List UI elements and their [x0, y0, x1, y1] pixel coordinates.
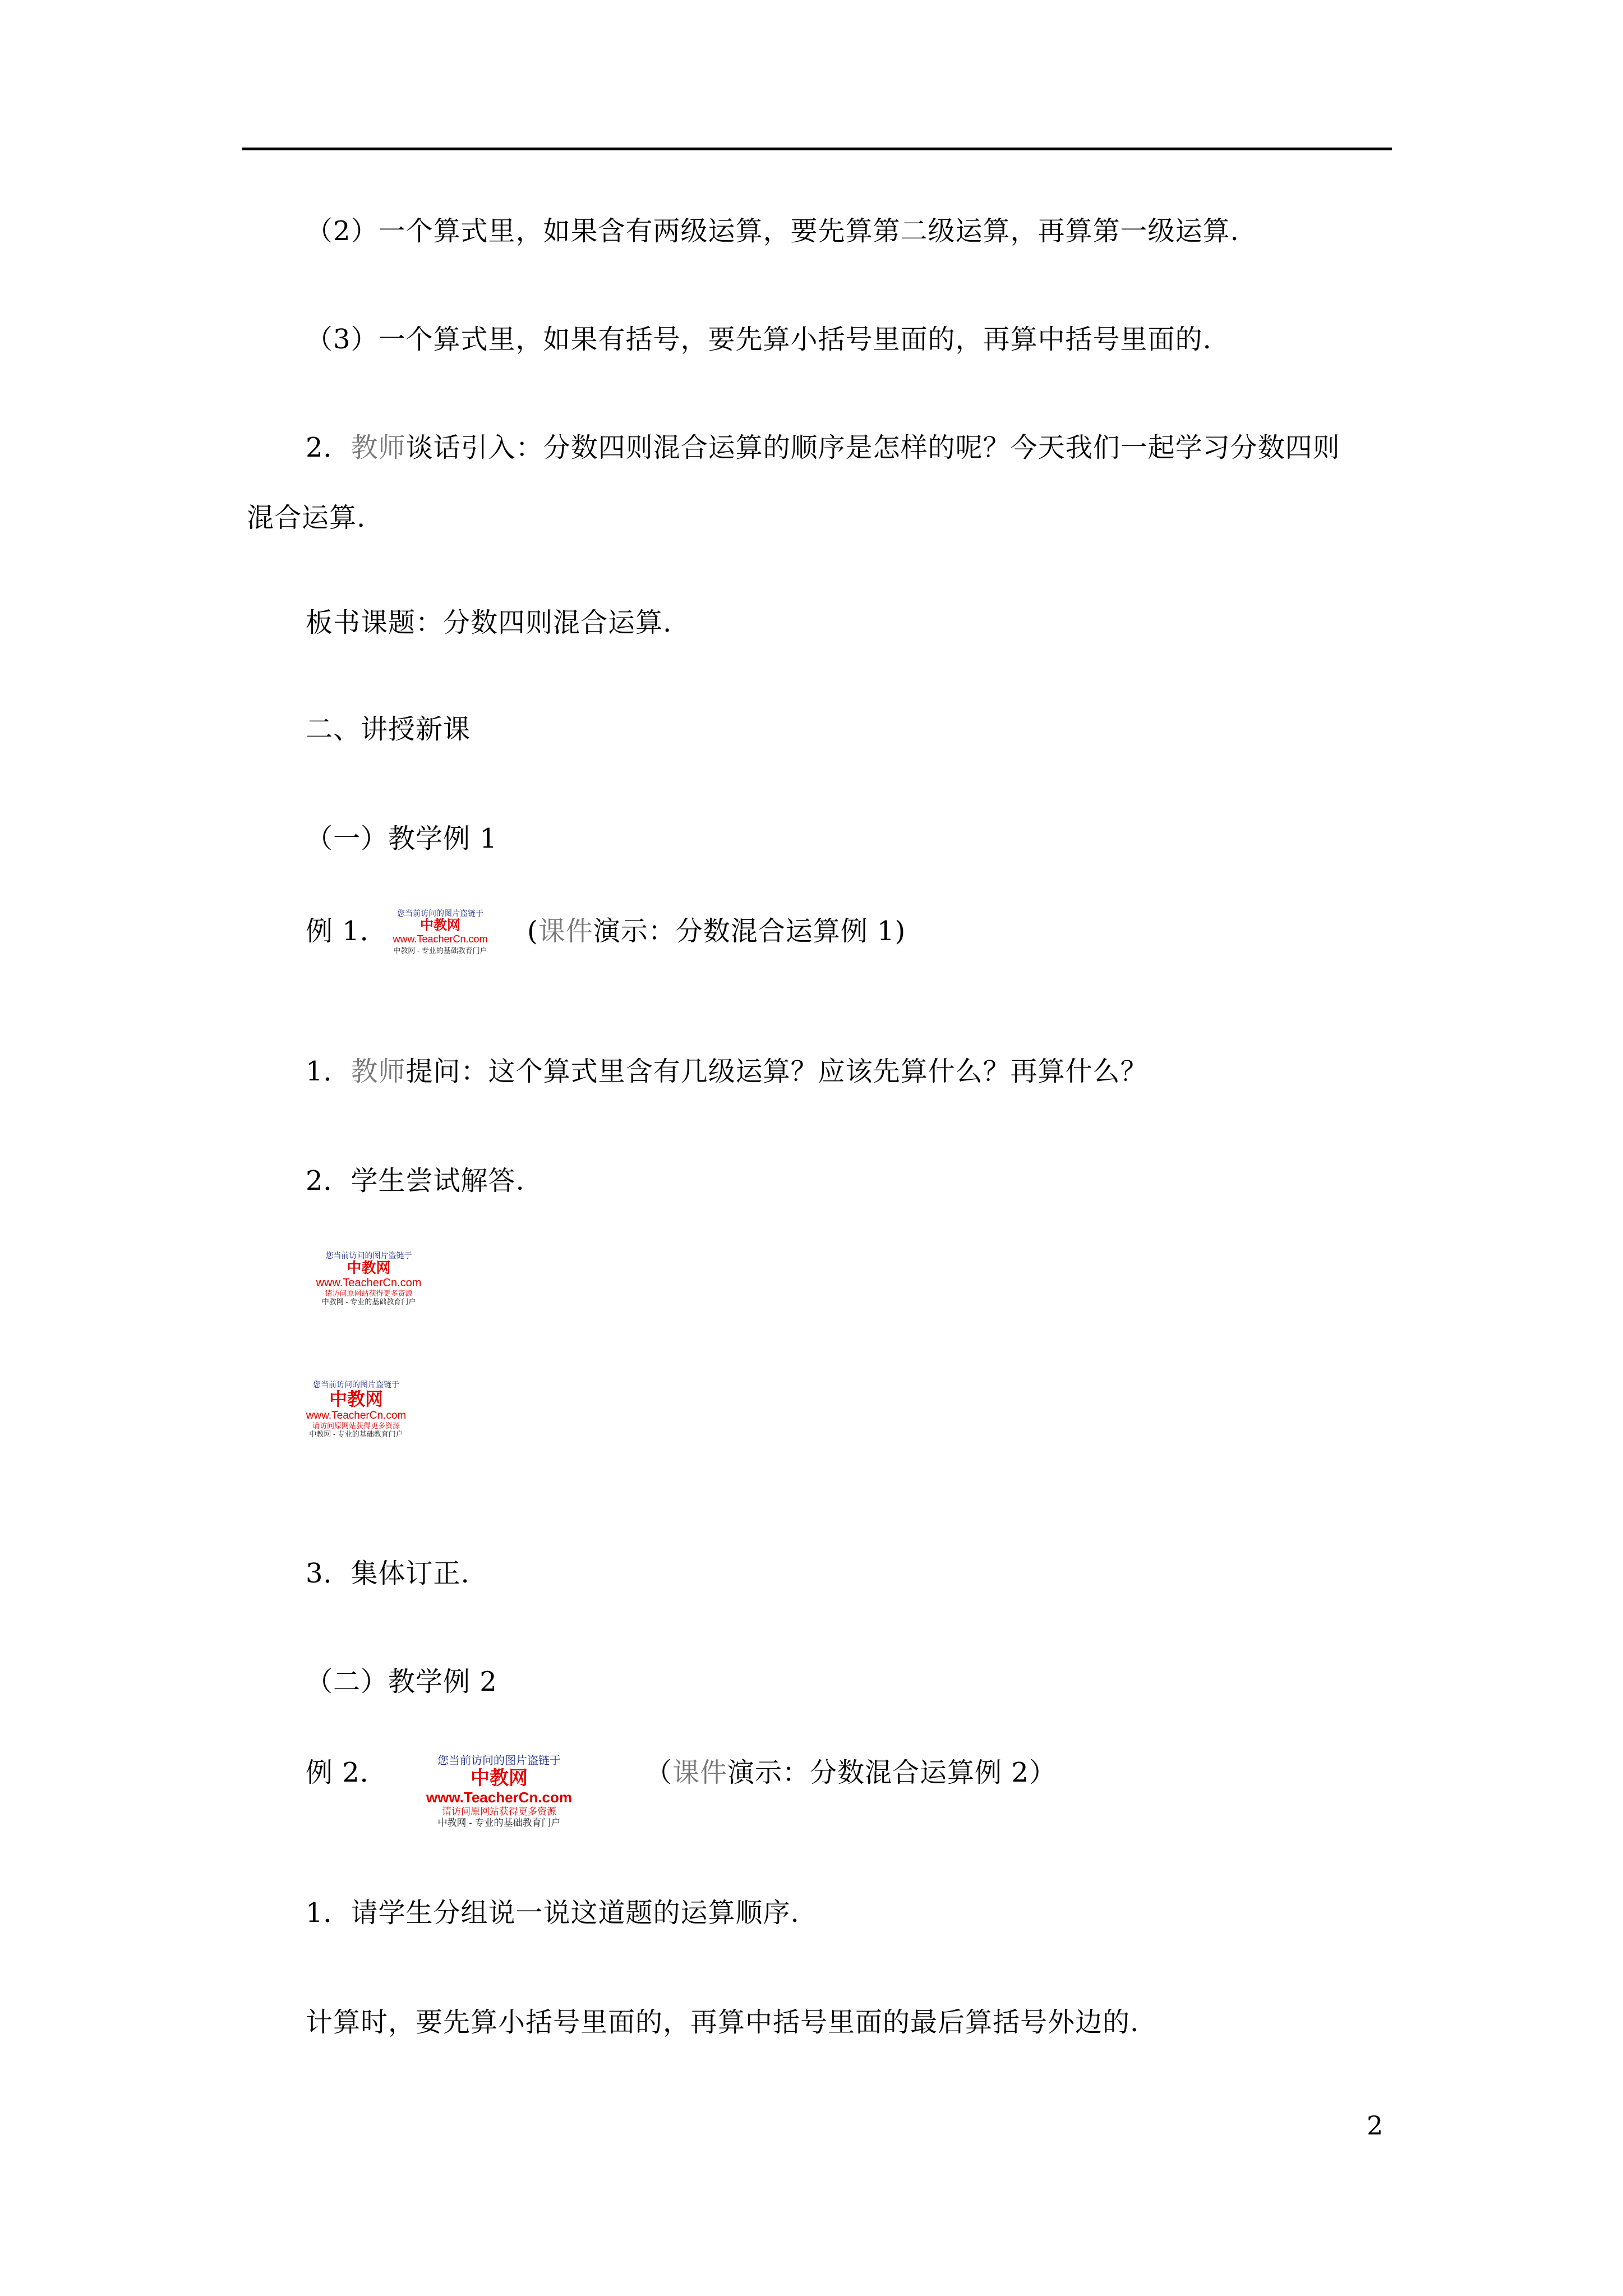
paragraph-rule-2: （2）一个算式里，如果含有两级运算，要先算第二级运算，再算第一级运算. — [306, 215, 1239, 247]
paragraph-teacher-question: 1．教师提问：这个算式里含有几级运算？应该先算什么？再算什么？ — [306, 1056, 1148, 1087]
subsection-example-2: （二）教学例 2 — [306, 1666, 497, 1697]
paragraph-group-discussion: 1．请学生分组说一说这道题的运算顺序. — [306, 1897, 800, 1929]
paragraph-rule-3: （3）一个算式里，如果有括号，要先算小括号里面的，再算中括号里面的. — [306, 324, 1212, 355]
subsection-example-1: （一）教学例 1 — [306, 823, 497, 854]
example-2-label: 例 2． — [306, 1757, 388, 1788]
paragraph-student-attempt: 2．学生尝试解答. — [306, 1165, 525, 1197]
watermark-image-2: 您当前访问的图片盗链于 中教网 www.TeacherCn.com 请访问原网站获得更多资源 中教网 - 专业的基础教育门户 — [316, 1251, 422, 1306]
example-1-note: (课件演示：分数混合运算例 1) — [527, 915, 906, 947]
paragraph-group-correction: 3．集体订正. — [306, 1558, 470, 1589]
page-number: 2 — [1367, 2110, 1384, 2141]
section-heading-new-lesson: 二、讲授新课 — [306, 714, 471, 745]
paragraph-calc-order: 计算时，要先算小括号里面的，再算中括号里面的最后算括号外边的. — [306, 2007, 1140, 2038]
watermark-image-1: 您当前访问的图片盗链于 中教网 www.TeacherCn.com 中教网 - 专业的基础教育门户 — [393, 909, 488, 955]
watermark-image-3: 您当前访问的图片盗链于 中教网 www.TeacherCn.com 请访问原网站获得更多资源 中教网 - 专业的基础教育门户 — [306, 1380, 407, 1438]
paragraph-teacher-intro: 2．教师谈话引入：分数四则混合运算的顺序是怎样的呢？今天我们一起学习分数四则 — [306, 432, 1340, 463]
example-2-note: （课件演示：分数混合运算例 2） — [645, 1757, 1057, 1788]
paragraph-board-title: 板书课题：分数四则混合运算. — [306, 607, 672, 638]
paragraph-teacher-intro-cont: 混合运算. — [247, 502, 366, 533]
example-1-label: 例 1． — [306, 915, 388, 947]
header-rule — [242, 148, 1392, 150]
watermark-image-4: 您当前访问的图片盗链于 中教网 www.TeacherCn.com 请访问原网站获得更多资源 中教网 - 专业的基础教育门户 — [426, 1755, 573, 1828]
